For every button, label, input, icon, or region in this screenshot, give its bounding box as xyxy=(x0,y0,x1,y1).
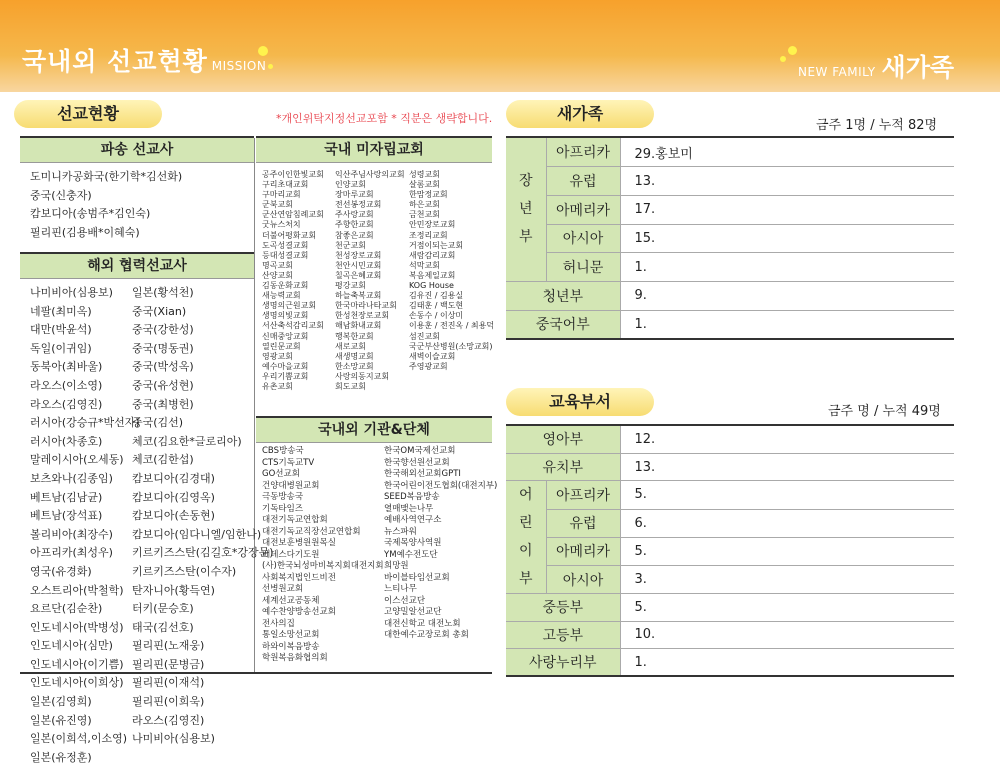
dept-value: 17. xyxy=(620,195,954,224)
dept-value: 10. xyxy=(620,621,954,648)
list-item: 공주이인한빛교회 xyxy=(262,170,324,179)
list-item: 한국향선원선교회 xyxy=(384,457,450,468)
dept-name: 유치부 xyxy=(506,453,620,480)
list-item: 캄보디아(임다니엘/임한나) xyxy=(132,527,262,541)
list-item: 예배사역연구소 xyxy=(384,515,442,525)
dept-value: 3. xyxy=(620,566,954,594)
list-item: 대만(박윤석) xyxy=(30,323,92,337)
list-item: (사)한국뇌성마비복지회대전지회 xyxy=(262,561,384,571)
dept-value: 1. xyxy=(620,253,954,282)
list-item: 거점이되는교회 xyxy=(409,240,464,250)
table-row xyxy=(506,253,954,282)
list-item: 평강교회 xyxy=(335,281,366,291)
orgs-col-2 xyxy=(384,446,497,642)
bottom-rule xyxy=(20,672,492,674)
dept-value: 15. xyxy=(620,224,954,253)
list-item: CBS방송국 xyxy=(262,446,304,456)
list-item: 영국(유경화) xyxy=(30,564,92,578)
list-item: 대한예수교장로회 총회 xyxy=(384,630,469,640)
list-item: 필리핀(김용배*이혜숙) xyxy=(30,225,140,239)
list-item: 키르키즈스탄(이수자) xyxy=(132,564,237,578)
partners-header: 해외 협력선교사 xyxy=(20,252,254,279)
dept-value: 9. xyxy=(620,281,954,310)
dot-decoration xyxy=(258,46,268,56)
list-item: 중국(Xian) xyxy=(132,304,187,318)
list-item: 천안시민교회 xyxy=(335,260,382,270)
list-item: 한국마라나타교회 xyxy=(335,301,397,311)
dept-value: 13. xyxy=(620,167,954,196)
list-item: 터키(문승호) xyxy=(132,602,194,616)
dept-name: 아시아 xyxy=(546,224,620,253)
list-item: 전선봉정교회 xyxy=(335,200,382,210)
list-item: 주향한교회 xyxy=(335,220,374,230)
list-item: 볼리비아(최장수) xyxy=(30,527,113,541)
table-row xyxy=(506,195,954,224)
list-item: CTS기독교TV xyxy=(262,457,315,468)
list-item: 김태훈 / 백도현 xyxy=(409,301,464,311)
list-item: 대전보훈병원원목실 xyxy=(262,538,336,548)
list-item: 더불어평화교회 xyxy=(262,230,317,240)
list-item: 희망원 xyxy=(384,561,409,571)
list-item: 참좋은교회 xyxy=(335,230,374,240)
list-item: 사회복지법인드비전 xyxy=(262,572,336,583)
list-item: 일본(황석천) xyxy=(132,286,194,299)
list-item: 사랑의동지교회 xyxy=(335,371,390,381)
list-item: 캄보디아(김영옥) xyxy=(132,490,215,504)
group-label xyxy=(506,138,546,281)
dept-name: 중등부 xyxy=(506,594,620,621)
list-item: 독일(이귀임) xyxy=(30,341,92,355)
table-row xyxy=(506,509,954,537)
list-item: 천군교회 xyxy=(335,240,366,250)
list-item: 영광교회 xyxy=(262,351,293,361)
list-item: YM예수전도단 xyxy=(384,549,438,560)
list-item: 캄보디아(손동현) xyxy=(132,509,215,523)
list-item: 신매중앙교회 xyxy=(262,331,309,341)
churches-col-1 xyxy=(262,170,324,392)
list-item: 석막교회 xyxy=(409,260,440,270)
table-row xyxy=(506,138,954,167)
list-item: 이스선교단 xyxy=(384,595,426,606)
list-item: 중국(유성현) xyxy=(132,378,194,392)
list-item: 성령교회 xyxy=(409,170,440,179)
table-row xyxy=(506,281,954,310)
list-item: 일본(유진영) xyxy=(30,713,92,727)
newfamily-table xyxy=(506,138,954,340)
list-item: 금천교회 xyxy=(409,210,440,220)
dot-decoration xyxy=(780,56,786,62)
list-item: 한국OM국제선교회 xyxy=(384,446,456,456)
education-pill: 교육부서 xyxy=(506,388,654,416)
list-item: 열매맺는나무 xyxy=(384,503,434,514)
list-item: 라오스(김영진) xyxy=(132,713,205,727)
list-item: 산양교회 xyxy=(262,270,293,280)
list-item: 한맘정교회 xyxy=(409,190,448,200)
list-item: 생명의근원교회 xyxy=(262,301,317,311)
list-item: 라오스(김영진) xyxy=(30,397,103,411)
list-item: 인도네시아(이기쁨) xyxy=(30,657,124,671)
list-item: 러시아(차종호) xyxy=(30,434,103,448)
list-item: SEED복음방송 xyxy=(384,492,440,502)
newfamily-title: NEW FAMILY 새가족 xyxy=(797,53,954,82)
list-item: 중국(김선) xyxy=(132,416,184,430)
list-item: 해남화내교회 xyxy=(335,321,382,331)
list-item: 캄보디아(송범주*김인숙) xyxy=(30,207,151,221)
list-item: GO선교회 xyxy=(262,469,300,479)
dot-decoration xyxy=(268,64,273,69)
table-row xyxy=(506,594,954,621)
list-item: 섬진교회 xyxy=(409,331,440,341)
dept-name: 유럽 xyxy=(546,509,620,537)
list-item: 극동방송국 xyxy=(262,492,304,502)
list-item: 하와이복음방송 xyxy=(262,641,320,652)
dept-value: 13. xyxy=(620,453,954,480)
list-item: 예수마을교회 xyxy=(262,361,309,371)
list-item: 느티나무 xyxy=(384,584,417,594)
list-item: 한국해외선교회GPTI xyxy=(384,469,461,479)
list-item: 바이블타임선교회 xyxy=(384,572,450,583)
list-item: 보츠와나(김종임) xyxy=(30,471,113,485)
list-item: 기독타임즈 xyxy=(262,503,304,514)
orgs-header: 국내외 기관&단체 xyxy=(256,416,492,443)
list-item: 칠곡은혜교회 xyxy=(335,270,382,280)
list-item: 명곡교회 xyxy=(262,260,293,270)
dept-name: 유럽 xyxy=(546,167,620,196)
dept-value: 5. xyxy=(620,481,954,509)
list-item: 예수찬양방송선교회 xyxy=(262,607,336,617)
churches-col-3 xyxy=(409,170,494,372)
list-item: 익산주님사랑의교회 xyxy=(335,170,405,179)
dept-value: 12. xyxy=(620,426,954,453)
dept-name: 아시아 xyxy=(546,566,620,594)
list-item: 아프리카(최성우) xyxy=(30,546,113,560)
list-item: 천성장로교회 xyxy=(335,250,382,260)
newfamily-summary: 금주 1명 / 누적 82명 xyxy=(816,118,938,133)
newfamily-pill: 새가족 xyxy=(506,100,654,128)
list-item: 요르단(김순찬) xyxy=(30,602,103,616)
group-label-char: 부 xyxy=(518,571,533,588)
list-item: 살롬교회 xyxy=(409,180,440,190)
list-item: 러시아(강승규*박선자) xyxy=(30,416,140,430)
list-item: 동북아(최바울) xyxy=(30,360,103,374)
table-row xyxy=(506,481,954,509)
list-item: 국군부산병원(소망교회) xyxy=(409,341,493,351)
list-item: 인도네시아(이희상) xyxy=(30,676,124,690)
dept-name: 영아부 xyxy=(506,426,620,453)
dept-name: 아메리카 xyxy=(546,537,620,565)
table-row xyxy=(506,224,954,253)
table-row xyxy=(506,566,954,594)
dept-value: 1. xyxy=(620,649,954,676)
list-item: 구마리교회 xyxy=(262,190,301,200)
list-item: 필리핀(문병금) xyxy=(132,657,205,671)
group-label xyxy=(506,481,546,594)
list-item: 굿뉴스처치 xyxy=(262,220,301,230)
mission-title: 국내외 선교현황 MISSION xyxy=(22,47,267,76)
dept-value: 5. xyxy=(620,537,954,565)
list-item: 등대성결교회 xyxy=(262,250,309,260)
list-item: 우리기쁨교회 xyxy=(262,371,309,381)
list-item: 주사랑교회 xyxy=(335,210,374,220)
list-item: 도미니카공화국(한기학*김선화) xyxy=(30,170,183,183)
list-item: 학원복음화협의회 xyxy=(262,653,328,663)
dispatched-list xyxy=(30,168,182,242)
list-item: 한성천장로교회 xyxy=(335,311,390,321)
table-row xyxy=(506,621,954,648)
list-item: 캄보디아(김경대) xyxy=(132,471,215,485)
mission-pill: 선교현황 xyxy=(14,100,162,128)
list-item: 통일소망선교회 xyxy=(262,630,320,640)
list-item: 체코(김한섭) xyxy=(132,453,194,467)
list-item: 한국어린이전도협회(대전지부) xyxy=(384,480,498,491)
list-item: 말레이시아(오세동) xyxy=(30,453,124,467)
orgs-col-1 xyxy=(262,446,384,665)
list-item: 새능력교회 xyxy=(262,291,301,301)
dept-name: 아프리카 xyxy=(546,481,620,509)
dept-name: 중국어부 xyxy=(506,310,620,339)
list-item: 네팔(최미옥) xyxy=(30,304,92,318)
table-row xyxy=(506,426,954,453)
table-row xyxy=(506,537,954,565)
group-label-char: 이 xyxy=(518,543,533,560)
list-item: 새로교회 xyxy=(335,341,366,351)
list-item: 안민장로교회 xyxy=(409,220,456,230)
list-item: 체코(김요한*글로리아) xyxy=(132,434,242,448)
dept-name: 사랑누리부 xyxy=(506,649,620,676)
list-item: 김유진 / 김용실 xyxy=(409,291,464,301)
list-item: 전사의집 xyxy=(262,618,295,629)
table-row xyxy=(506,649,954,676)
list-item: KOG House xyxy=(409,281,454,291)
group-label-char: 린 xyxy=(518,515,533,532)
list-item: 군북교회 xyxy=(262,200,293,210)
list-item: 대전신학교 대전노회 xyxy=(384,618,461,629)
list-item: 구리초대교회 xyxy=(262,180,309,190)
list-item: 나미비아(심용보) xyxy=(30,286,113,299)
list-item: 복음제일교회 xyxy=(409,270,456,280)
list-item: 베데스다기도원 xyxy=(262,549,320,560)
list-item: 주영광교회 xyxy=(409,361,448,371)
dispatched-header: 파송 선교사 xyxy=(20,136,254,163)
dept-name: 고등부 xyxy=(506,621,620,648)
list-item: 라오스(이소영) xyxy=(30,378,103,392)
dept-value: 6. xyxy=(620,509,954,537)
list-item: 중국(최병헌) xyxy=(132,397,194,411)
dept-name: 아메리카 xyxy=(546,195,620,224)
list-item: 장마루교회 xyxy=(335,190,374,200)
list-item: 새벽이슬교회 xyxy=(409,351,456,361)
list-item: 나미비아(심용보) xyxy=(132,732,215,746)
list-item: 대전기독교연합회 xyxy=(262,515,328,525)
list-item: 태국(김선호) xyxy=(132,620,194,634)
list-item: 베트남(김남균) xyxy=(30,490,103,504)
list-item: 유촌교회 xyxy=(262,381,293,391)
list-item: 대전기독교직장선교연합회 xyxy=(262,526,361,537)
list-item: 일본(유정훈) xyxy=(30,750,92,764)
list-item: 고양밀알선교단 xyxy=(384,607,442,617)
churches-header: 국내 미자립교회 xyxy=(256,136,492,163)
list-item: 일본(이희석,이소영) xyxy=(30,732,128,746)
education-table xyxy=(506,426,954,677)
list-item: 한소망교회 xyxy=(335,361,374,371)
list-item: 하은교회 xyxy=(409,200,440,210)
list-item: 선병원교회 xyxy=(262,584,304,594)
partners-col-1 xyxy=(30,284,140,767)
dept-name: 청년부 xyxy=(506,281,620,310)
churches-col-2 xyxy=(335,170,405,392)
list-item: 필리핀(이재석) xyxy=(132,676,205,690)
list-item: 중국(신충자) xyxy=(30,188,92,202)
list-item: 건양대병원교회 xyxy=(262,480,320,491)
list-item: 하늘축복교회 xyxy=(335,291,382,301)
dept-name: 아프리카 xyxy=(546,138,620,167)
table-row xyxy=(506,310,954,339)
list-item: 김동운화교회 xyxy=(262,281,309,291)
list-item: 인도네시아(박병성) xyxy=(30,620,124,634)
list-item: 군산연암침례교회 xyxy=(262,210,324,220)
list-item: 필리핀(이희욱) xyxy=(132,695,205,709)
list-item: 새람감리교회 xyxy=(409,250,456,260)
list-item: 뉴스파워 xyxy=(384,526,417,537)
dept-name: 허니문 xyxy=(546,253,620,282)
table-row xyxy=(506,453,954,480)
dept-value: 1. xyxy=(620,310,954,339)
education-summary: 금주 명 / 누적 49명 xyxy=(828,404,941,419)
list-item: 열린문교회 xyxy=(262,341,301,351)
group-label-char: 년 xyxy=(518,201,533,218)
list-item: 키르키즈스탄(김길호*강장문) xyxy=(132,546,274,560)
list-item: 중국(명동권) xyxy=(132,341,194,355)
mission-note: *개인위탁지정선교포함 * 직분은 생략합니다. xyxy=(276,112,493,125)
list-item: 일본(김영희) xyxy=(30,695,92,709)
dept-value: 29.홍보미 xyxy=(620,138,954,167)
group-label-char: 부 xyxy=(518,229,533,246)
group-label-char: 장 xyxy=(518,173,533,190)
list-item: 도곡성결교회 xyxy=(262,240,309,250)
list-item: 인도네시아(심만) xyxy=(30,639,113,653)
group-label-char: 어 xyxy=(518,487,533,504)
table-row xyxy=(506,167,954,196)
list-item: 이용훈 / 전진옥 / 최용덕 xyxy=(409,321,495,331)
list-item: 중국(강한성) xyxy=(132,323,194,337)
list-item: 세계선교공동체 xyxy=(262,595,320,606)
list-item: 탄자니아(황득연) xyxy=(132,583,215,597)
list-item: 인양교회 xyxy=(335,180,366,190)
list-item: 베트남(장석표) xyxy=(30,509,103,523)
list-item: 회도교회 xyxy=(335,381,366,391)
dept-value: 5. xyxy=(620,594,954,621)
list-item: 행복한교회 xyxy=(335,331,374,341)
list-item: 새생명교회 xyxy=(335,351,374,361)
page-header xyxy=(0,0,1000,92)
partners-col-2 xyxy=(132,284,274,749)
list-item: 서산축석감리교회 xyxy=(262,321,324,331)
list-item: 필리핀(노재웅) xyxy=(132,639,205,653)
list-item: 국제목양사역원 xyxy=(384,538,442,548)
list-item: 손동수 / 이상미 xyxy=(409,311,464,321)
list-item: 조정리교회 xyxy=(409,230,448,240)
list-item: 오스트리아(박철학) xyxy=(30,583,124,597)
list-item: 중국(박성옥) xyxy=(132,360,194,374)
list-item: 생명의빛교회 xyxy=(262,311,309,321)
dot-decoration xyxy=(788,46,797,55)
